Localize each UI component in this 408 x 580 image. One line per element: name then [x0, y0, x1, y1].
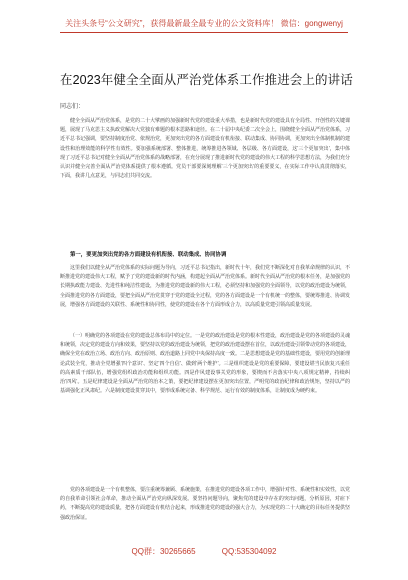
paragraph: 这里我们以健全从严治党体系的实际问题为导向，习近平总书记指出，新时代十年，我们党不断深化对自我革命规律的认识，不断推进党的建设伟大工程，赋予了党的建设新的时代内涵，构建起全面从严治党体系。新时代全面从严治党的根本任务，是加强党的长期执政能力建设、先进性和纯洁性建设，为推进党的建设新的伟大工程，必须坚持和加强党的全面领导，以党的政治建设为统领，全面推进党的各方面建设，要把全面从严治党贯穿于党的建设全过程，党的各方面建设是一个有机统一的整体，要统筹推进、协调发展，增强各方面建设的关联性、系统性和协同性，使党的建设在各个方面形成合力，以高质量党建引领高质量发展。 [60, 265, 350, 308]
footer-qq: QQ:535304092 [221, 547, 277, 556]
paragraph: 党的各项建设是一个有机整体，要注重统筹兼顾、系统施策，在推进党的建设各项工作中，增强针对性、系统性和实效性，以党的自我革命引领社会革命，推动全面从严治党向纵深发展。要坚持问题导向，聚焦党的建设中存在的突出问题，分析原因，对症下药，不断提高党的建设质量，把各方面建设有机结合起来，形成推进党的建设的强大合力，为实现党的二十大确定的目标任务提供坚强政治保证。 [60, 487, 350, 521]
paragraph: 健全全面从严治党体系，是党的二十大擘画的加强新时代党的建设重大举措，也是新时代党的建设具有全局性、开创性的关键课题，展现了马克思主义执政党解决大党独有难题的根本思路和途径。在二十届中央纪委二次全会上，围绕健全全面从严治党体系，习近平总书记强调，要坚持制度治党、依规治党，更加突出党的各方面建设有机衔接、联动集成、协同协调，更加突出全体制机制的建设性和治理效能的科学性有效性。要加强系统部署、整体推进，统筹推进各领域、各层级、各方面建设，这‘三个更加突出’，集中体现了习近平总书记对健全全面从严治党体系的战略部署，在充分展现了推进新时代党的建设的伟大工程的科学思想方法，为我们充分认识并健全完善全面从严治党体系提供了根本遵循。党员干部要深刻理解‘三个更加突出’的重要要义，在实际工作中认真贯彻落实，下面，我讲几点意见，与同志们共同交流。 [60, 118, 350, 180]
document-title: 在2023年健全全面从严治党体系工作推进会上的讲话 [60, 73, 353, 87]
header-banner: 关注头条号“公文研究”，获得最新最全最专业的公文资料库！ 微信：gongwenyj [60, 18, 348, 33]
footer-qq-group: QQ群：30265665 [131, 547, 196, 556]
paragraph: （一）明确党的各项建设在党的建设总体布局中的定位。一是党的政治建设是党的根本性建设，政治建设是党的各项建设的灵魂和统领，决定党的建设方向和效果，要坚持以党的政治建设为统领，把党的政治建设摆在首位，以政治建设引领带动党的各项建设，确保全党在政治立场、政治方向、政治原则、政治道路上同党中央保持高度一致。二是思想建设是党的基础性建设，要用党的创新理论武装全党，推动全党增强‘四个意识’、坚定‘四个自信’、做到‘两个维护’。三是组织建设是党的重要保障，要建设堪当民族复兴重任的高素质干部队伍，增强党组织政治功能和组织功能。四是作风建设事关党的形象，要锲而不舍落实中央八项规定精神，持续纠治‘四风’。五是纪律建设是全面从严治党的治本之策，要把纪律建设摆在更加突出位置，严明党的政治纪律和政治规矩，坚持以严的基调强化正风肃纪。六是制度建设贯穿其中，要形成系统完备、科学规范、运行有效的制度体系，让制度成为硬约束。 [60, 333, 350, 395]
section-heading: 第一，要更加突出党的各方面建设有机衔接、联动集成、协同协调 [70, 252, 227, 258]
footer [0, 546, 408, 557]
salutation: 同志们： [60, 104, 85, 110]
